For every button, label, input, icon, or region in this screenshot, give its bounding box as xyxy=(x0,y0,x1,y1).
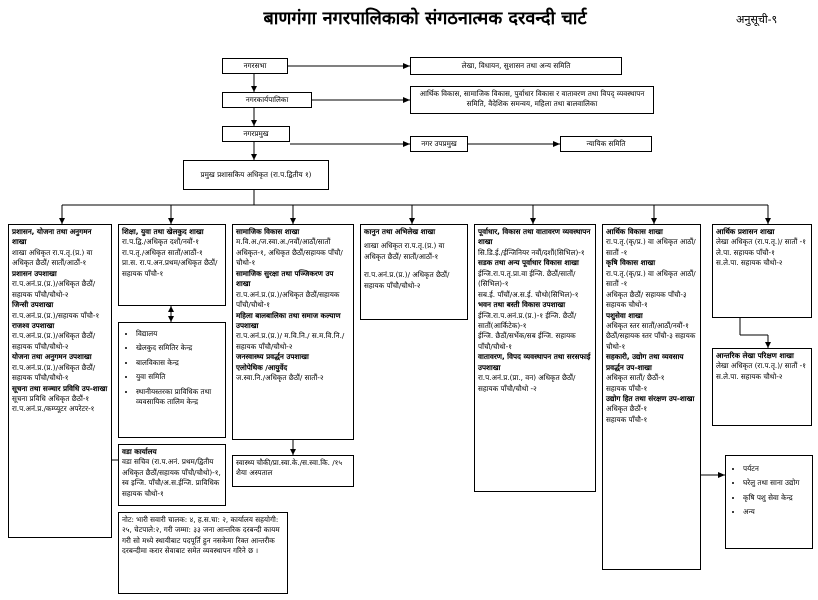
infrastructure-staff: सि.डि.ई./ईन्जिनियर नवौं/दशौं(सिभिल)-१ xyxy=(478,247,585,257)
agriculture-staff-1: रा.प.तृ.(कृ/प्र.) वा अधिकृत आठौं/सातौं -१ xyxy=(606,268,696,289)
agriculture-staff-2: अधिकृत छैठौं/ सहायक पाँचौ-३ सहायक चौथो-१ xyxy=(606,289,687,310)
education-heading: शिक्षा, युवा तथा खेलकुद शाखा xyxy=(122,227,204,236)
ward-office-staff: वडा सचिव (रा.प.अनं. प्रथम/द्वितीय अधिकृत छैठौं/सहायक पाँचौ/चौथो)-१, स्व इन्जि. पाँचौ/अ.स.ईन्जि. प्राविधिक सहायक चौथो-१ xyxy=(122,457,221,498)
list-item: • खेलकुद समितिर केन्द्र xyxy=(136,343,222,353)
road-subbranch-heading: सडक तथा अन्य पूर्वाधार विकास शाखा xyxy=(478,258,579,268)
nagarsabha-side-box xyxy=(410,57,622,75)
planning-subbranch-heading: योजना तथा अनुगमन उपशाखा xyxy=(12,352,92,362)
ict-officer-staff: सूचना प्रविधि अधिकृत छैठौं-१ xyxy=(12,394,90,403)
pramukh-box xyxy=(222,126,290,142)
economic-dev-heading: आर्थिक विकास शाखा xyxy=(606,227,663,236)
upapramukh-box xyxy=(410,136,468,152)
list-item: • विद्यालय xyxy=(136,329,222,339)
economic-dev-staff: रा.प.तृ.(कृ/प्र.) वा अधिकृत आठौं/सातौं -१ xyxy=(606,237,696,257)
ward-office-heading: वडा कार्यालय xyxy=(122,447,157,456)
karyapalika-side-box xyxy=(410,86,654,114)
education-staff-3: प्रा.स. रा.प.अन.प्रथम/अधिकृत छैठौं/सहायक पाँचौ-१ xyxy=(122,258,218,278)
revenue-subbranch-staff: रा.प.अनं.प्र.(प्र.)/अधिकृत छैठौं/ सहायक पाँचौ/चौथो-२ xyxy=(12,331,96,351)
list-item: • अन्य xyxy=(743,507,809,517)
environment-subbranch-heading: वातावरण, विपद व्यवस्थापन तथा सरसफाई उपशाखा xyxy=(478,352,591,372)
admin-planning-branch-box xyxy=(8,224,112,538)
industry-protection-heading: उद्योग हित तथा संरक्षण उप-शाखा xyxy=(606,394,695,403)
admin-subbranch-staff: रा.प.अनं.प्र.(प्र.)/अधिकृत छैठौं/ सहायक पाँचौ/चौथो-२ xyxy=(12,279,96,299)
inventory-subbranch-staff: रा.प.अनं.प्र.(प्र.)/सहायक पाँचौ-१ xyxy=(12,310,100,320)
note-box xyxy=(118,512,288,594)
note-text: नोट: भारी सवारी चालक: ४, ह.स.चा: २, कार्यालय सहयोगी: २५, चेटपाले:२, गरी जम्मा: ३३ जना आन्तरिक दरबन्दी कायम गरी सो मध्ये स्थायीबाट पदपूर्ति हुन नसकेमा रिक्त आन्तरीक दरबन्दीमा करार सेवाबाट समेत व्यवस्थापन गरिने छ । xyxy=(122,515,280,556)
law-records-heading: कानुन तथा अभिलेख शाखा xyxy=(364,227,436,236)
cooperative-heading: सहकारी, उद्योग तथा व्यवसाय प्रवर्द्धन उप-शाखा xyxy=(606,352,684,372)
health-facility-text: स्वास्थ्य चौकी/प्रा.स्वा.के./स.स्वा.कि. /१५ शैया अस्पताल xyxy=(236,458,343,478)
nagarsabha-side-label: लेखा, विधायन, सुशासन तथा अन्य समिति xyxy=(461,61,571,70)
environment-staff: रा.प.अनं.प्र.(प्रा., वन) अधिकृत छैठौं/ सहायक पाँचौ/चौथो -२ xyxy=(478,373,576,393)
social-dev-staff: म.वि.अ./ज.स्वा.अ./नवौं/आठौं/सातौं अधिकृत-१, अधिकृत छैठौं/सहायक पाँचौ/चौथो-१ xyxy=(236,237,343,268)
internal-audit-branch-box xyxy=(712,348,812,426)
social-security-staff: रा.प.अनं.प्र.(प्र.)/अधिकृत छैठौं/सहायक पाँचौ/चौथो-१ xyxy=(236,289,340,310)
education-staff-2: रा.प.तृ./अधिकृत सातौं/आठौं-१ xyxy=(122,247,203,257)
building-staff-2: ईन्जि. छैठौं/सर्भेक/सब ईन्जि. सहायक पाँचौ/चौथो-१ xyxy=(478,331,576,351)
education-staff-1: रा.प.द्वि./अधिकृत दशौं/नवौं-१ xyxy=(122,237,199,247)
social-dev-heading: सामाजिक विकास शाखा xyxy=(236,227,300,236)
inventory-subbranch-heading: जिन्सी उपशाखा xyxy=(12,300,54,310)
list-item: • कृषि पशु सेवा केन्द्र xyxy=(743,493,809,503)
cao-box xyxy=(183,160,329,190)
law-records-staff-2: रा.प.अनं.प्र.(प्र.)/ अधिकृत छैठौं/ सहायक पाँचौ/चौथो-२ xyxy=(364,270,450,290)
infrastructure-branch-box xyxy=(474,224,596,492)
building-staff-1: ईन्जि.रा.प.अनं.प्र.(प्र.)-१ ईन्जि. छैठौं/ सातौं(आर्किटेक)-१ xyxy=(478,310,577,330)
annex-label: अनुसूची-९ xyxy=(736,13,778,26)
internal-audit-staff-2: स.ले.पा. सहायक चौथो-२ xyxy=(716,371,783,381)
cooperative-staff-1: अधिकृत सातौं/ छैठौं-१ xyxy=(606,373,665,383)
economic-units-list xyxy=(729,464,809,518)
computer-operator-staff: रा.प.अनं.प्र./कम्प्यूटर अपरेटर-१ xyxy=(12,404,95,414)
list-item: • स्थानीयस्तरका प्राविधिक तथा व्यवसायिक तालिम केन्द्र xyxy=(136,387,222,408)
social-security-heading: सामाजिक सुरक्षा तथा पञ्जिकरण उप शाखा xyxy=(236,268,334,289)
ward-office-box xyxy=(118,444,226,506)
chart-title: बाणगंगा नगरपालिकाको संगठनात्मक दरवन्दी चार्ट xyxy=(263,8,587,29)
building-subbranch-heading: भवन तथा बस्ती विकास उपशाखा xyxy=(478,300,566,310)
karyapalika-label: नगरकार्यपालिका xyxy=(245,95,289,104)
women-children-staff: रा.प.अनं.प्र.(प्र.)/ म.वि.नि./ स.म.वि.नि./ सहायक पाँचौ/चौथो-२ xyxy=(236,331,345,351)
industry-staff-1: अधिकृत छैठौं-१ xyxy=(606,404,648,414)
public-health-heading: जनस्वास्थ्य प्रवर्द्धन उपशाखा xyxy=(236,352,309,362)
law-records-staff-1: शाखा अधिकृत रा.प.तृ.(प्र.) वा अधिकृत छैठौं/ सातौं/आठौं-१ xyxy=(364,241,445,261)
financial-admin-staff-2: ले.पा. सहायक पाँचौ-१ xyxy=(716,247,775,257)
financial-admin-staff-1: लेखा अधिकृत (रा.प.तृ.)/ सातौं -१ xyxy=(716,237,807,247)
karyapalika-side-label: आर्थिक विकास, सामाजिक विकास, पुर्वाधार विकास र वातावरण तथा विपद् व्यवस्थापन समिति, वैदेशिक समन्वय, महिला तथा बालवालिका xyxy=(419,89,645,109)
admin-planning-heading: प्रशासन, योजना तथा अनुगमन शाखा xyxy=(12,227,92,247)
list-item: • युवा समिति xyxy=(136,372,222,382)
industry-staff-2: सहायक पाँचौ-१ xyxy=(606,414,648,424)
allopathic-ayurveda-heading: एलोपेथिक /आयुर्वेद xyxy=(236,362,288,372)
cao-label: प्रमुख प्रशासकिय अधिकृत (रा.प.द्वितीय १) xyxy=(200,170,312,179)
agriculture-heading: कृषि विकास शाखा xyxy=(606,258,656,268)
financial-admin-staff-3: स.ले.पा. सहायक चौथो-२ xyxy=(716,258,783,268)
pramukh-label: नगरप्रमुख xyxy=(243,129,269,138)
karyapalika-box xyxy=(222,92,312,108)
cooperative-staff-2: सहायक पाँचौ-१ xyxy=(606,383,648,393)
list-item: • घरेलु तथा साना उद्योग xyxy=(743,478,809,488)
health-facility-box xyxy=(232,455,354,487)
ict-subbranch-heading: सूचना तथा सञ्चार प्रविधि उप-शाखा xyxy=(12,383,108,393)
list-item: • पर्यटन xyxy=(743,464,809,474)
planning-subbranch-staff: रा.प.अनं.प्र.(प्र.)/अधिकृत छैठौं/ सहायक पाँचौ/चौथो-१ xyxy=(12,362,96,383)
road-staff-1: ईन्जि.रा.प.तृ.प्रा.वा ईन्जि. छैठौं/सातौं/ (सिभिल)-१ xyxy=(478,268,576,289)
livestock-heading: पशुसेवा शाखा xyxy=(606,310,643,320)
road-staff-2: सब.ई. पाँचौं/अ.स.ई. चौथो(सिभिल)-१ xyxy=(478,289,579,299)
social-development-branch-box xyxy=(232,224,354,440)
internal-audit-heading: आन्तरिक लेखा परिक्षण शाखा xyxy=(716,351,794,360)
education-branch-box xyxy=(118,224,226,306)
nagarsabha-label: नगरसभा xyxy=(243,61,267,70)
internal-audit-staff-1: लेखा अधिकृत (रा.प.तृ.)/ सातौं -१ xyxy=(716,361,807,371)
financial-admin-branch-box xyxy=(712,224,812,318)
list-item: • बालविकास केन्द्र xyxy=(136,358,222,368)
women-children-heading: महिला बालबालिका तथा समाज कल्याण उपशाखा xyxy=(236,310,341,330)
livestock-staff: अधिकृत स्तर सातौं/आठौं/नवौं-१ छैठौं/सहायक स्तर पाँचौ-३ सहायक चौथो-१ xyxy=(606,320,696,351)
nyayik-label: न्यायिक समिति xyxy=(586,139,626,148)
infrastructure-heading: पूर्वाधार, विकास तथा वातावरण व्यवस्थापन शाखा xyxy=(478,227,591,247)
financial-admin-heading: आर्थिक प्रशासन शाखा xyxy=(716,227,775,236)
education-units-list xyxy=(122,329,222,408)
law-records-branch-box xyxy=(360,224,468,320)
upapramukh-label: नगर उपप्रमुख xyxy=(421,139,457,148)
public-health-staff: ज.स्वा.नि./अधिकृत छैठौं/ सातौं-२ xyxy=(236,373,324,383)
revenue-subbranch-heading: राजश्व उपशाखा xyxy=(12,320,55,330)
admin-planning-staff: शाखा अधिकृत रा.प.तृ.(प्र.) वा अधिकृत छैठौं/ सातौं/आठौं-१ xyxy=(12,247,93,268)
economic-development-branch-box xyxy=(602,224,701,570)
nagarsabha-box xyxy=(222,58,288,74)
nyayik-box xyxy=(560,136,652,152)
economic-units-list-box xyxy=(725,455,813,549)
admin-subbranch-heading: प्रशासन उपशाखा xyxy=(12,268,57,278)
education-units-list-box xyxy=(118,322,226,438)
